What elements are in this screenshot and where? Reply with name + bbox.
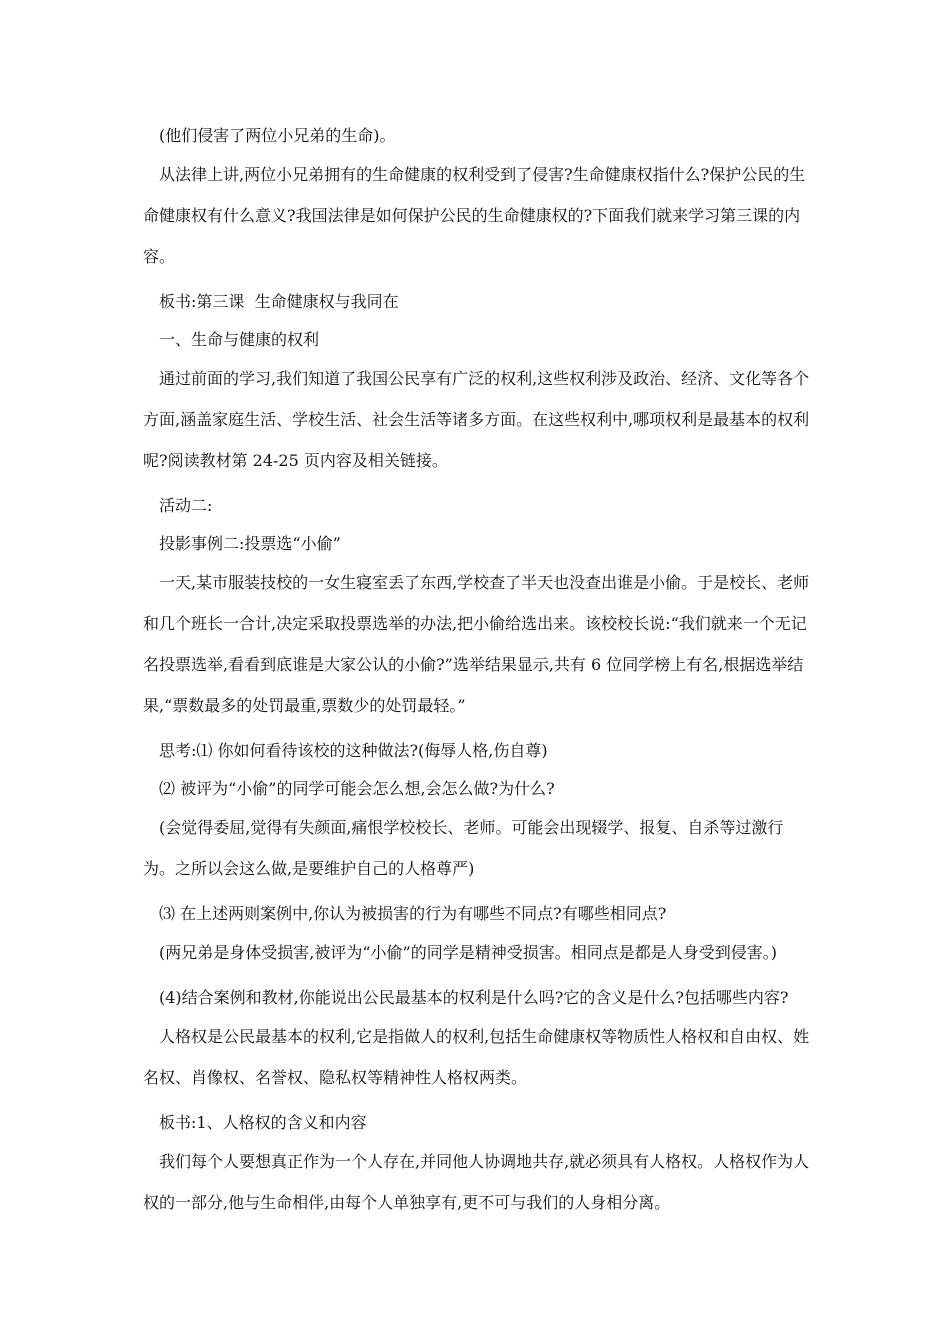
paragraph-legal-question: 从法律上讲,两位小兄弟拥有的生命健康的权利受到了侵害?生命健康权指什么?保护公民的生命健康权有什么意义?我国法律是如何保护公民的生命健康权的?下面我们就来学习第三课的内容。 <box>143 165 806 266</box>
paragraph-activity-two: 活动二: <box>159 496 213 515</box>
paragraph-question-2: ⑵ 被评为“小偷”的同学可能会怎么想,会怎么做?为什么? <box>159 779 555 798</box>
paragraph-board-personality-right: 板书:1、人格权的含义和内容 <box>159 1113 367 1132</box>
paragraph-case-two-story: 一天,某市服装技校的一女生寝室丢了东西,学校查了半天也没查出谁是小偷。于是校长、老师和几个班长一合计,决定采取投票选举的办法,把小偷给选出来。该校校长说:“我们就来一个无记名投票选举,看看到底谁是大家公认的小偷?”选举结果显示,共有 6 位同学榜上有名,根据选举结果,“票数最多的处罚最重,票数少的处罚最轻。” <box>143 573 810 715</box>
paragraph-answer-2: (会觉得委屈,觉得有失颜面,痛恨学校校长、老师。可能会出现辍学、报复、自杀等过激行为。之所以会这么做,是要维护自己的人格尊严) <box>143 818 784 878</box>
paragraph-case-two-title: 投影事例二:投票选“小偷” <box>159 534 341 553</box>
document-body <box>143 124 815 1223</box>
paragraph-question-4: (4)结合案例和教材,你能说出公民最基本的权利是什么吗?它的含义是什么?包括哪些内容? <box>159 988 789 1007</box>
paragraph-rights-overview: 通过前面的学习,我们知道了我国公民享有广泛的权利,这些权利涉及政治、经济、文化等各个方面,涵盖家庭生活、学校生活、社会生活等诸多方面。在这些权利中,哪项权利是最基本的权利呢?阅读教材第 24-25 页内容及相关链接。 <box>143 369 810 470</box>
paragraph-question-3: ⑶ 在上述两则案例中,你认为被损害的行为有哪些不同点?有哪些相同点? <box>159 904 667 923</box>
section-heading-life-health: 一、生命与健康的权利 <box>159 330 320 349</box>
paragraph-answer-intro: (他们侵害了两位小兄弟的生命)。 <box>159 126 396 145</box>
paragraph-board-lesson-title: 板书:第三课 生命健康权与我同在 <box>159 292 399 311</box>
paragraph-personality-right-importance: 我们每个人要想真正作为一个人存在,并同他人协调地共存,就必须具有人格权。人格权作为人权的一部分,他与生命相伴,由每个人单独享有,更不可与我们的人身相分离。 <box>143 1152 810 1212</box>
paragraph-question-1: 思考:⑴ 你如何看待该校的这种做法?(侮辱人格,伤自尊) <box>159 741 548 760</box>
paragraph-personality-right-definition: 人格权是公民最基本的权利,它是指做人的权利,包括生命健康权等物质性人格权和自由权、姓名权、肖像权、名誉权、隐私权等精神性人格权两类。 <box>143 1027 810 1087</box>
paragraph-answer-3: (两兄弟是身体受损害,被评为“小偷”的同学是精神受损害。相同点是都是人身受到侵害。) <box>159 943 777 962</box>
